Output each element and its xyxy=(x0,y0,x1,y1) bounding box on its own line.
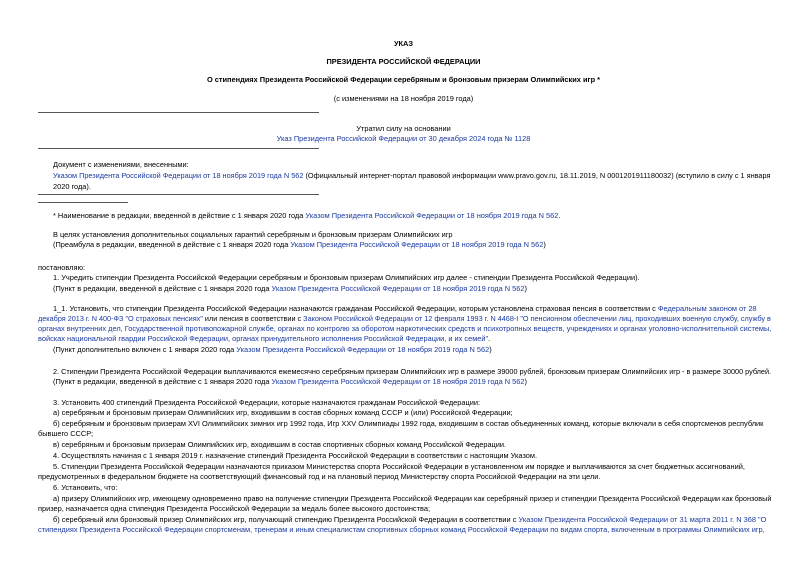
doc-kind: УКАЗ xyxy=(393,39,414,48)
para-4: 4. Осуществлять начиная с 1 января 2019 г. назначение стипендий Президента Российской Федерации в соответствии с настоящим Указом. xyxy=(53,451,538,460)
footnote-divider xyxy=(38,202,128,203)
changes-line xyxy=(53,171,770,181)
para-5: 5. Стипендии Президента Российской Федерации назначаются приказом Министерства спорта Российской Федерации в установленном им порядке и выплачиваются за счет бюджетных ассигнований, xyxy=(53,462,745,471)
changes-rest2: 2020 года). xyxy=(53,182,91,191)
link-368[interactable]: Указом Президента Российской Федерации от 31 марта 2011 г. N 368 "О xyxy=(518,515,767,524)
divider xyxy=(38,148,319,149)
para-1-1: 1_1. Установить, что стипендии Президента Российской Федерации назначаются гражданам Российской Федерации, которым установлена страховая пенсия в соответствии с Федеральным законом от 28 xyxy=(53,304,757,313)
document-page: УКАЗ ПРЕЗИДЕНТА РОССИЙСКОЙ ФЕДЕРАЦИИ О стипендиях Президента Российской Федерации серебряным и бронзовым призерам Олимпийских игр * (с изменениями на 18 ноября 2019 года) Утратил силу на основании Указ Президента Российской Федерации от 30 декабря 2024 года № 1128 Документ с изменениями, внесенными: Указом Президента Российской Федерации от 18 ноября 2019 года N 562 (Официальный интернет-портал правовой информации www.pravo.gov.ru, 18.11.2019, N 0001201911180032) (вступило в силу с 1 января 2020 года). * Наименование в редакции, введенной в действие с 1 января 2020 года Указом Президента Российской Федерации от 18 ноября 2019 года N 562. В целях установления дополнительных социальных гарантий серебряным и бронзовым призерам Олимпийских игр (Преамбула в редакции, введенной в действие с 1 января 2020 года Указом Президента Российской Федерации от 18 ноября 2019 года N 562) постановляю: 1. Учредить стипендии Президента Российской Федерации серебряным и бронзовым призерам Олимпийских игр далее - стипендии Президента Российской Федерации). (Пункт в редакции, введенной в действие с 1 января 2020 года Указом Президента Российской Федерации от 18 ноября 2019 года N 562) 1_1. Установить, что стипендии Президента Российской Федерации назначаются гражданам Российской Федерации, которым установлена страховая пенсия в соответствии с Федеральным законом от 28 декабря 2013 г. N 400-ФЗ "О страховых пенсиях" или пенсия в соответствии с Законом Российской Федерации от 12 февраля 1993 г. N 4468-I "О пенсионном обеспечении лиц, проходивших военную службу, службу в органах внутренних дел, Государственной противопожарной службе, органах по контролю за оборотом наркотических средств и психотропных веществ, учреждениях и органах уголовно-исполнительной системы, войсках национальной гвардии Российской Федерации, органах принудительного исполнения Российской Федерации, и их семей". (Пункт дополнительно включен с 1 января 2020 года Указом Президента Российской Федерации от 18 ноября 2019 года N 562) 2. Стипендии Президента Российской Федерации выплачиваются ежемесячно серебряным призерам Олимпийских игр в размере 39000 рублей, бронзовым призерам Олимпийских игр - в размере 30000 рублей. (Пункт в редакции, введенной в действие с 1 января 2020 года Указом Президента Российской Федерации от 18 ноября 2019 года N 562) 3. Установить 400 стипендий Президента Российской Федерации, которые назначаются гражданам Российской Федерации: а) серебряным и бронзовым призерам Олимпийских игр, входившим в состав сборных команд СССР и (или) Российской Федерации; б) серебряным и бронзовым призерам XVI Олимпийских зимних игр 1992 года, Игр XXV Олимпиады 1992 года, входившим в состав объединенных команд, которые включали в себя спортсменов республик бывшего СССР; в) серебряным и бронзовым призерам Олимпийских игр, входившим в состав спортивных сборных команд Российской Федерации. 4. Осуществлять начиная с 1 января 2019 г. назначение стипендий Президента Российской Федерации в соответствии с настоящим Указом. 5. Стипендии Президента Российской Федерации назначаются приказом Министерства спорта Российской Федерации в установленном им порядке и выплачиваются за счет бюджетных ассигнований, предусмотренных в федеральном бюджете на соответствующий финансовый год и на плановый период Министерству спорта Российской Федерации на эти цели. 6. Установить, что: а) призеру Олимпийских игр, имеющему одновременно право на получение стипендии Президента Российской Федерации как серебряный призер и стипендии Президента Российской Федерации как бронзовый призер, назначается одна стипендия Президента Российской Федерации за медаль более высокого достоинства; б) серебряный или бронзовый призер Олимпийских игр, получающий стипендию Президента Российской Федерации в соответствии с Указом Президента Российской Федерации от 31 марта 2011 г. N 368 "О стипендиях Президента Российской Федерации спортсменам, тренерам и иным специалистам спортивных сборных команд Российской Федерации по видам спорта, включенным в программы Олимпийских игр, xyxy=(0,0,807,571)
divider xyxy=(38,194,319,195)
doc-issuer: ПРЕЗИДЕНТА РОССИЙСКОЙ ФЕДЕРАЦИИ xyxy=(326,57,481,66)
preamble-text: В целях установления дополнительных социальных гарантий серебряным и бронзовым призерам Олимпийских игр xyxy=(53,230,453,239)
para-6a: а) призеру Олимпийских игр, имеющему одновременно право на получение стипендии Президента Российской Федерации как серебряный призер и стипендии Президента Российской Федерации как бронзовый xyxy=(53,494,772,503)
para-1-note: (Пункт в редакции, введенной в действие с 1 января 2020 года Указом Президента Российской Федерации от 18 ноября 2019 года N 562) xyxy=(53,284,527,293)
para-2-note: (Пункт в редакции, введенной в действие с 1 января 2020 года Указом Президента Российской Федерации от 18 ноября 2019 года N 562) xyxy=(53,377,527,386)
para-6a2: призер, назначается одна стипендия Президента Российской Федерации за медаль более высокого достоинства; xyxy=(38,504,431,513)
status-text: Утратил силу на основании xyxy=(356,124,451,133)
para-1-1-link[interactable]: Указом Президента Российской Федерации от 18 ноября 2019 года N 562 xyxy=(236,345,490,354)
para-2: 2. Стипендии Президента Российской Федерации выплачиваются ежемесячно серебряным призерам Олимпийских игр в размере 39000 рублей, бронзовым призерам Олимпийских игр - в размере 30000 рублей. xyxy=(53,367,772,376)
para-1-link[interactable]: Указом Президента Российской Федерации от 18 ноября 2019 года N 562 xyxy=(271,284,525,293)
para-1-1-line2: декабря 2013 г. N 400-ФЗ "О страховых пенсиях" или пенсия в соответствии с Законом Российской Федерации от 12 февраля 1993 г. N 4468-I "О пенсионном обеспечении лиц, проходивших военную службу, службу в xyxy=(38,314,771,323)
para-6b: б) серебряный или бронзовый призер Олимпийских игр, получающий стипендию Президента Российской Федерации в соответствии с Указом Президента Российской Федерации от 31 марта 2011 г. N 368 "О xyxy=(53,515,767,524)
changes-link[interactable]: Указом Президента Российской Федерации от 18 ноября 2019 года N 562 xyxy=(53,171,304,180)
para-3: 3. Установить 400 стипендий Президента Российской Федерации, которые назначаются гражданам Российской Федерации: xyxy=(53,398,481,407)
para-3a: а) серебряным и бронзовым призерам Олимпийских игр, входившим в состав сборных команд СССР и (или) Российской Федерации; xyxy=(53,408,513,417)
para-3b2: бывшего СССР; xyxy=(38,429,94,438)
para-2-link[interactable]: Указом Президента Российской Федерации от 18 ноября 2019 года N 562 xyxy=(271,377,525,386)
link-400fz[interactable]: Федеральным законом от 28 xyxy=(657,304,757,313)
divider xyxy=(38,112,319,113)
footnote: * Наименование в редакции, введенной в действие с 1 января 2020 года Указом Президента Российской Федерации от 18 ноября 2019 года N 562. xyxy=(53,211,561,220)
preamble-note: (Преамбула в редакции, введенной в действие с 1 января 2020 года Указом Президента Российской Федерации от 18 ноября 2019 года N 562) xyxy=(53,240,546,249)
decree-word: постановляю: xyxy=(38,263,86,272)
link-368-cont[interactable]: стипендиях Президента Российской Федерации спортсменам, тренерам и иным специалистам спортивных сборных команд Российской Федерации по видам спорта, включенным в программы Олимпийских игр, xyxy=(38,525,765,534)
para-3c: в) серебряным и бронзовым призерам Олимпийских игр, входившим в состав спортивных сборных команд Российской Федерации. xyxy=(53,440,507,449)
link-4468[interactable]: Законом Российской Федерации от 12 февраля 1993 г. N 4468-I "О пенсионном обеспечении лиц, проходивших военную службу, службу в xyxy=(303,314,771,323)
doc-title: О стипендиях Президента Российской Федерации серебряным и бронзовым призерам Олимпийских игр * xyxy=(206,75,601,84)
status-link[interactable]: Указ Президента Российской Федерации от 30 декабря 2024 года № 1128 xyxy=(276,134,531,143)
para-1: 1. Учредить стипендии Президента Российской Федерации серебряным и бронзовым призерам Олимпийских игр далее - стипендии Президента Российской Федерации). xyxy=(53,273,640,282)
para-6: 6. Установить, что: xyxy=(53,483,118,492)
para-1-1-note: (Пункт дополнительно включен с 1 января 2020 года Указом Президента Российской Федерации от 18 ноября 2019 года N 562) xyxy=(53,345,492,354)
preamble-link[interactable]: Указом Президента Российской Федерации от 18 ноября 2019 года N 562 xyxy=(290,240,544,249)
footnote-link[interactable]: Указом Президента Российской Федерации от 18 ноября 2019 года N 562 xyxy=(305,211,559,220)
doc-changes: (с изменениями на 18 ноября 2019 года) xyxy=(333,94,474,103)
changes-label: Документ с изменениями, внесенными: xyxy=(53,160,189,169)
changes-rest: (Официальный интернет-портал правовой информации www.pravo.gov.ru, 18.11.2019, N 0001201911180032) (вступило в силу с 1 января xyxy=(303,171,771,180)
para-3b: б) серебряным и бронзовым призерам XVI Олимпийских зимних игр 1992 года, Игр XXV Олимпиады 1992 года, входившим в состав объединенных команд, которые включали в себя спортсменов республик xyxy=(53,419,764,428)
para-5b: предусмотренных в федеральном бюджете на соответствующий финансовый год и на плановый период Министерству спорта Российской Федерации на эти цели. xyxy=(38,472,601,481)
